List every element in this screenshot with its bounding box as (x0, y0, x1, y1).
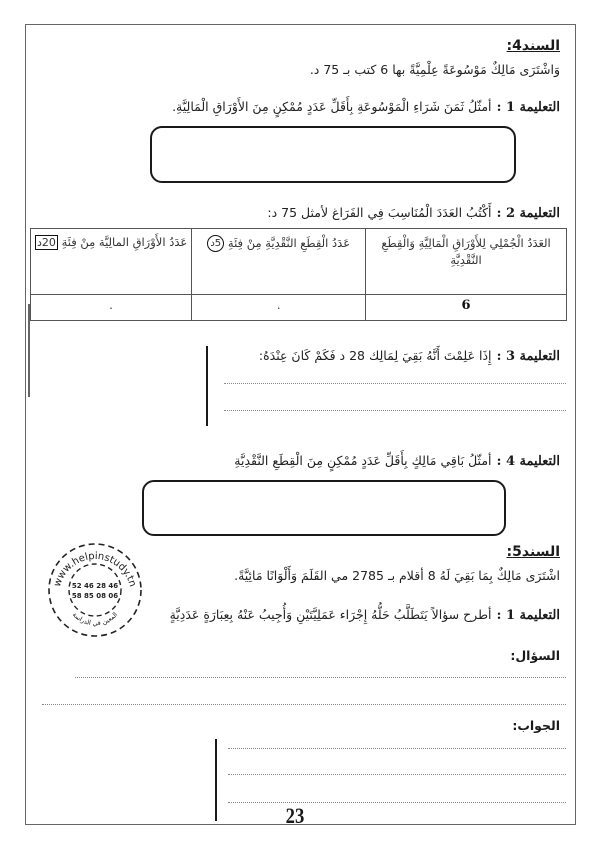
stamp-phone-1: 52 46 28 46 (71, 582, 119, 590)
answer-box-2[interactable] (142, 480, 506, 536)
sanad5-instruction1 (170, 604, 560, 623)
stamp-url: www.helpinstudy.tn (52, 550, 138, 589)
answer-box-1[interactable] (150, 126, 516, 183)
cell-bills[interactable]: . (31, 295, 192, 321)
table-row (31, 295, 567, 321)
cell-coins[interactable]: . (192, 295, 366, 321)
sanad5-title: السند5: (506, 544, 560, 560)
coin-5-denomination: 5د (207, 235, 224, 252)
instruction-label: التعليمة 1 : (496, 100, 560, 115)
margin-bracket (28, 304, 30, 397)
sanad4-instruction2 (267, 202, 560, 221)
answer-line[interactable] (224, 410, 566, 411)
answer-line[interactable] (224, 383, 566, 384)
instruction-text: إِذَا عَلِمْتَ أَنَّهُ بَقِيَ لِمَالِك 28 د فَكَمْ كَانَ عِنْدَهُ: (258, 348, 492, 363)
question-line[interactable] (75, 677, 566, 678)
stamp-phone-2: 58 85 08 06 (71, 592, 119, 600)
sanad4-instruction1 (172, 96, 560, 115)
instruction-text: أَكْتُبُ العَدَدَ الْمُنَاسِبَ فِي الفَرَاغ لأمثل 75 د: (267, 205, 492, 220)
question-line[interactable] (42, 704, 566, 705)
header-bills-label: عَدَدُ الأَوْرَاقِ المالِيَّة مِنْ فِئَةِ (61, 235, 188, 249)
separator-bar (215, 739, 217, 821)
bill-20-denomination: 20د (37, 236, 56, 249)
separator-bar (206, 346, 208, 426)
question-label: السؤال: (510, 648, 560, 663)
stamp-motto: المعين في الدراسة (70, 610, 120, 628)
header-coins-label: عَدَدُ الْقِطَعِ النَّقْدِيَّةِ مِنْ فِئَةِ (227, 236, 351, 250)
instruction-text: أمثّلُ ثَمَنَ شَرَاءِ الْمَوْسُوعَةِ بِأَقَلِّ عَدَدٍ مُمْكِنٍ مِنَ الأَوْرَاقِ الْمَالِيَّةِ. (172, 99, 492, 114)
instruction-text: أمثّلُ بَاقِي مَالِكٍ بِأَقَلِّ عَدَدٍ مُمْكِنٍ مِنَ الْقِطَعِ النَّقْدِيَّةِ (234, 453, 492, 468)
sanad4-instruction4 (234, 450, 560, 469)
answer-line[interactable] (228, 774, 566, 775)
header-bills (31, 229, 192, 295)
stamp-logo (45, 540, 145, 640)
table-header-row (31, 229, 567, 295)
header-coins (192, 229, 366, 295)
page-number: 23 (285, 803, 305, 828)
answer-line[interactable] (228, 802, 566, 803)
answer-line[interactable] (228, 748, 566, 749)
header-total: العَدَدُ الْجُمْلِي لِلأَوْرَاقِ الْمَالِيَّةِ وَالْقِطَعِ النَّقْدِيَّةِ (366, 229, 567, 295)
sanad4-title: السند4: (506, 38, 560, 54)
sanad5-statement: اشْتَرَى مَالِكٌ بِمَا بَقِيَ لَهُ 8 أقلام بـ 2785 مي القَلَمَ وَأَلْوَانًا مَائِيَّةً. (234, 568, 560, 583)
sanad4-instruction3 (259, 345, 560, 364)
money-table (30, 228, 567, 321)
sanad4-statement: وَاشْتَرَى مَالِكٌ مَوْسُوعَةً عِلْمِيَّةً بها 6 كتب بـ 75 د. (309, 62, 560, 77)
stamp-inner-ring (69, 564, 121, 616)
instruction-label: التعليمة 3 : (496, 349, 560, 364)
instruction-text: أطرح سؤالاً يَتَطَلَّبُ حَلُّهُ إِجْرَاء عَمَلِيَّتَيْنِ وَأُجِيبُ عَنْهُ بِعِبَارَةٍ عَدَدِيَّةٍ (169, 607, 492, 622)
cell-total[interactable]: 6 (366, 295, 567, 321)
instruction-label: التعليمة 4 : (496, 454, 560, 469)
answer-label: الجواب: (512, 718, 560, 733)
instruction-label: التعليمة 1 : (496, 608, 560, 623)
instruction-label: التعليمة 2 : (496, 206, 560, 221)
